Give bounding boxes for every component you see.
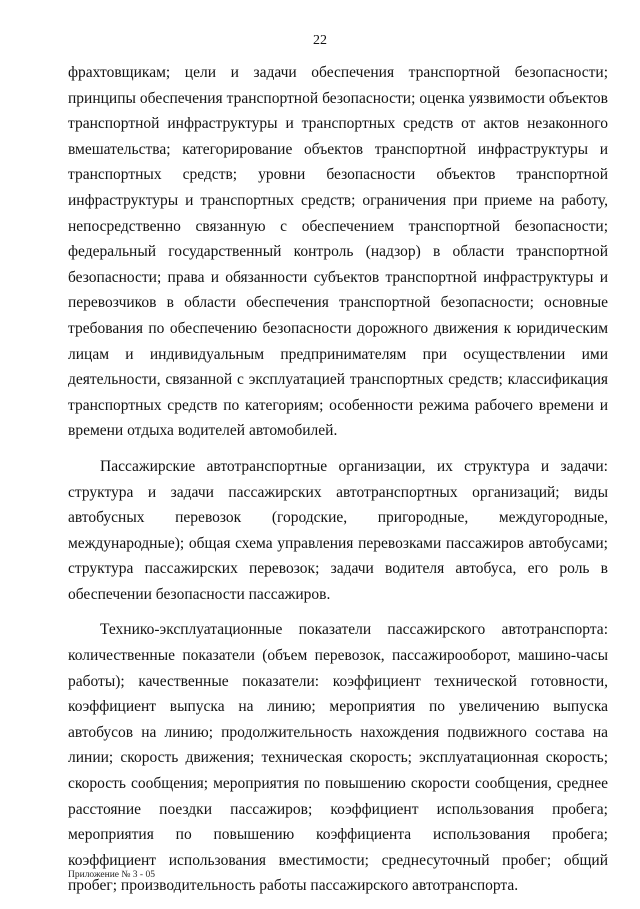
paragraph-technical-indicators: Технико-эксплуатационные показатели пассажирского автотранспорта: количественные показатели (объем перевозок, пассажирооборот, машино-часы работы); качественные показатели: коэффициент технической готовности, коэффициент выпуска на линию; мероприятия по увеличению выпуска автобусов на линию; продолжительность нахождения подвижного состава на линии; скорость движения; техническая скорость; эксплуатационная скорость; скорость сообщения; мероприятия по повышению скорости сообщения, среднее расстояние поездки пассажиров; коэффициент использования пробега; мероприятия по повышению коэффициента использования пробега; коэффициент использования вместимости; среднесуточный пробег; общий пробег; производительность работы пассажирского автотранспорта.: [68, 621, 608, 895]
paragraph-passenger-organizations: Пассажирские автотранспортные организации, их структура и задачи: структура и задачи пассажирских автотранспортных организаций; виды автобусных перевозок (городские, пригородные, междугородные, международные); общая схема управления перевозками пассажиров автобусами; структура пассажирских перевозок; задачи водителя автобуса, его роль в обеспечении безопасности пассажиров.: [68, 457, 608, 603]
paragraph-continued: фрахтовщикам; цели и задачи обеспечения транспортной безопасности; принципы обеспечения транспортной безопасности; оценка уязвимости объектов транспортной инфраструктуры и транспортных средств от актов незаконного вмешательства; категорирование объектов транспортной инфраструктуры и транспортных средств; уровни безопасности объектов транспортной инфраструктуры и транспортных средств; ограничения при приеме на работу, непосредственно связанную с обеспечением транспортной безопасности; федеральный государственный контроль (надзор) в области транспортной безопасности; права и обязанности субъектов транспортной инфраструктуры и перевозчиков в области обеспечения транспортной безопасности; основные требования по обеспечению безопасности дорожного движения к юридическим лицам и индивидуальным предпринимателям при осуществлении ими деятельности, связанной с эксплуатацией транспортных средств; классификация транспортных средств по категориям; особенности режима рабочего времени и времени отдыха водителей автомобилей.: [68, 64, 608, 440]
document-body: [68, 60, 608, 909]
footer-annex-label: Приложение № 3 - 05: [68, 870, 155, 880]
page-number: 22: [313, 33, 327, 48]
